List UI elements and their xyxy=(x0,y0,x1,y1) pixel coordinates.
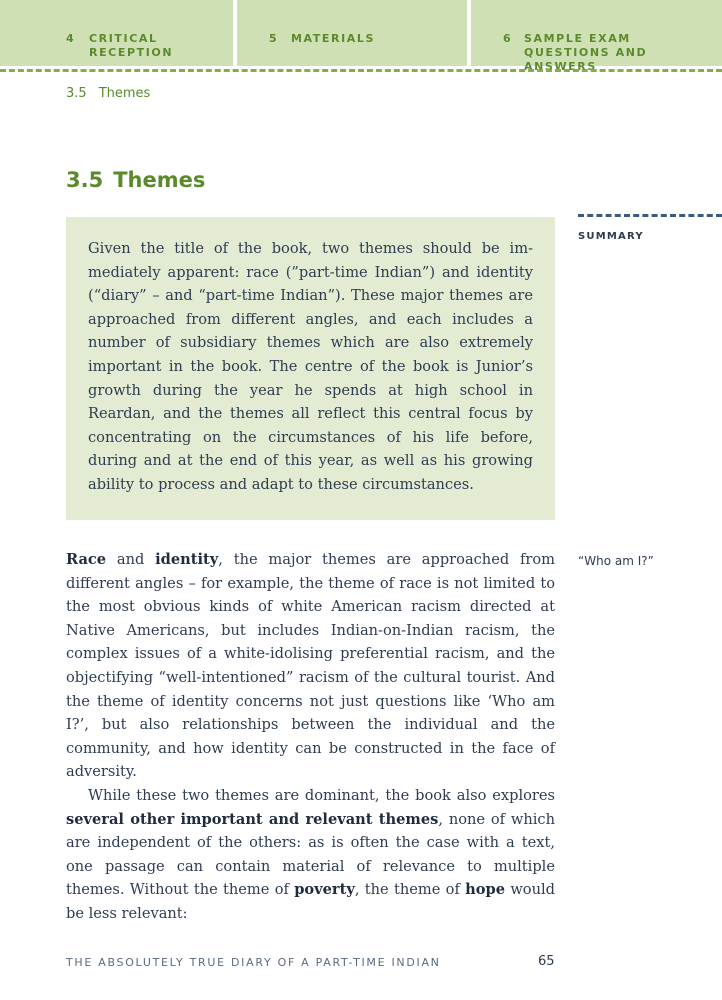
running-head xyxy=(66,86,150,101)
keyword-poverty: poverty xyxy=(294,881,355,899)
footer-book-title: THE ABSOLUTELY TRUE DIARY OF A PART-TIME INDIAN xyxy=(66,956,441,969)
summary-text: Given the title of the book, two themes should be immediately apparent: race (”part-time Indian”) and identity (“diary” – and “part-time Indian”). These major themes are approached from different angles, and each includes a number of subsidiary themes which are also extremely important in the book. The centre of the book is Junior’s growth during the year he spends at high school in Reardan, and the themes all reflect this central focus by concentrating on the circumstances of his life before, during and at the end of this year, as well as his growing ability to process and adapt to these circumstances. xyxy=(88,240,533,493)
tab-label: CRITICAL RECEPTION xyxy=(89,32,174,59)
tab-materials[interactable] xyxy=(237,0,467,66)
body-text xyxy=(66,548,555,926)
running-head-title: Themes xyxy=(98,86,151,101)
chapter-tabs xyxy=(0,0,722,73)
sidebar-divider xyxy=(578,214,722,217)
sidebar-summary-label: SUMMARY xyxy=(578,231,644,242)
header-divider xyxy=(0,69,722,72)
keyword-race: Race xyxy=(66,551,107,568)
keyword-identity: identity xyxy=(155,551,219,568)
tab-number: 6 xyxy=(503,32,513,45)
page-number: 65 xyxy=(538,954,555,969)
tab-label: SAMPLE EXAM QUESTIONS AND ANSWERS xyxy=(524,32,648,73)
text-run: would be less relevant: xyxy=(66,881,556,922)
section-title xyxy=(66,168,205,192)
keyword-other-themes: several other important and relevant themes xyxy=(66,810,439,828)
paragraph-1 xyxy=(66,548,555,784)
tab-number: 5 xyxy=(269,32,279,45)
text-run: , none of which are independent of the others: as is often the case with a text, one passage can contain material of relevance to multiple themes. Without the theme of xyxy=(66,810,555,899)
tab-sample-exam[interactable] xyxy=(471,0,722,73)
text-run: , the major themes are approached from different angles – for example, the theme of race is not limited to the most obvious kinds of white American racism directed at Native Americans, but includes Indian-on-Indian racism, the complex issues of a white-idolising preferential racism, and the objectifying “well-intentioned” racism of the cultural tourist. And the theme of identity concerns not just questions like ‘Who am I?’, but also relationships between the individual and the community, and how identity can be constructed in the face of adversity. xyxy=(66,551,555,781)
tab-number: 4 xyxy=(66,32,76,45)
paragraph-2 xyxy=(66,784,555,926)
tab-critical-reception[interactable] xyxy=(0,0,233,66)
summary-box xyxy=(66,217,555,520)
text-run: , the theme of xyxy=(354,881,466,899)
sidebar-note: “Who am I?” xyxy=(578,554,654,568)
tab-label: MATERIALS xyxy=(291,32,376,45)
text-run: While these two themes are dominant, the book also explores xyxy=(88,786,555,804)
section-title-text: Themes xyxy=(113,168,206,192)
running-head-number: 3.5 xyxy=(66,86,87,101)
keyword-hope: hope xyxy=(465,881,506,899)
text-run: and xyxy=(106,551,156,568)
section-number: 3.5 xyxy=(66,168,104,192)
